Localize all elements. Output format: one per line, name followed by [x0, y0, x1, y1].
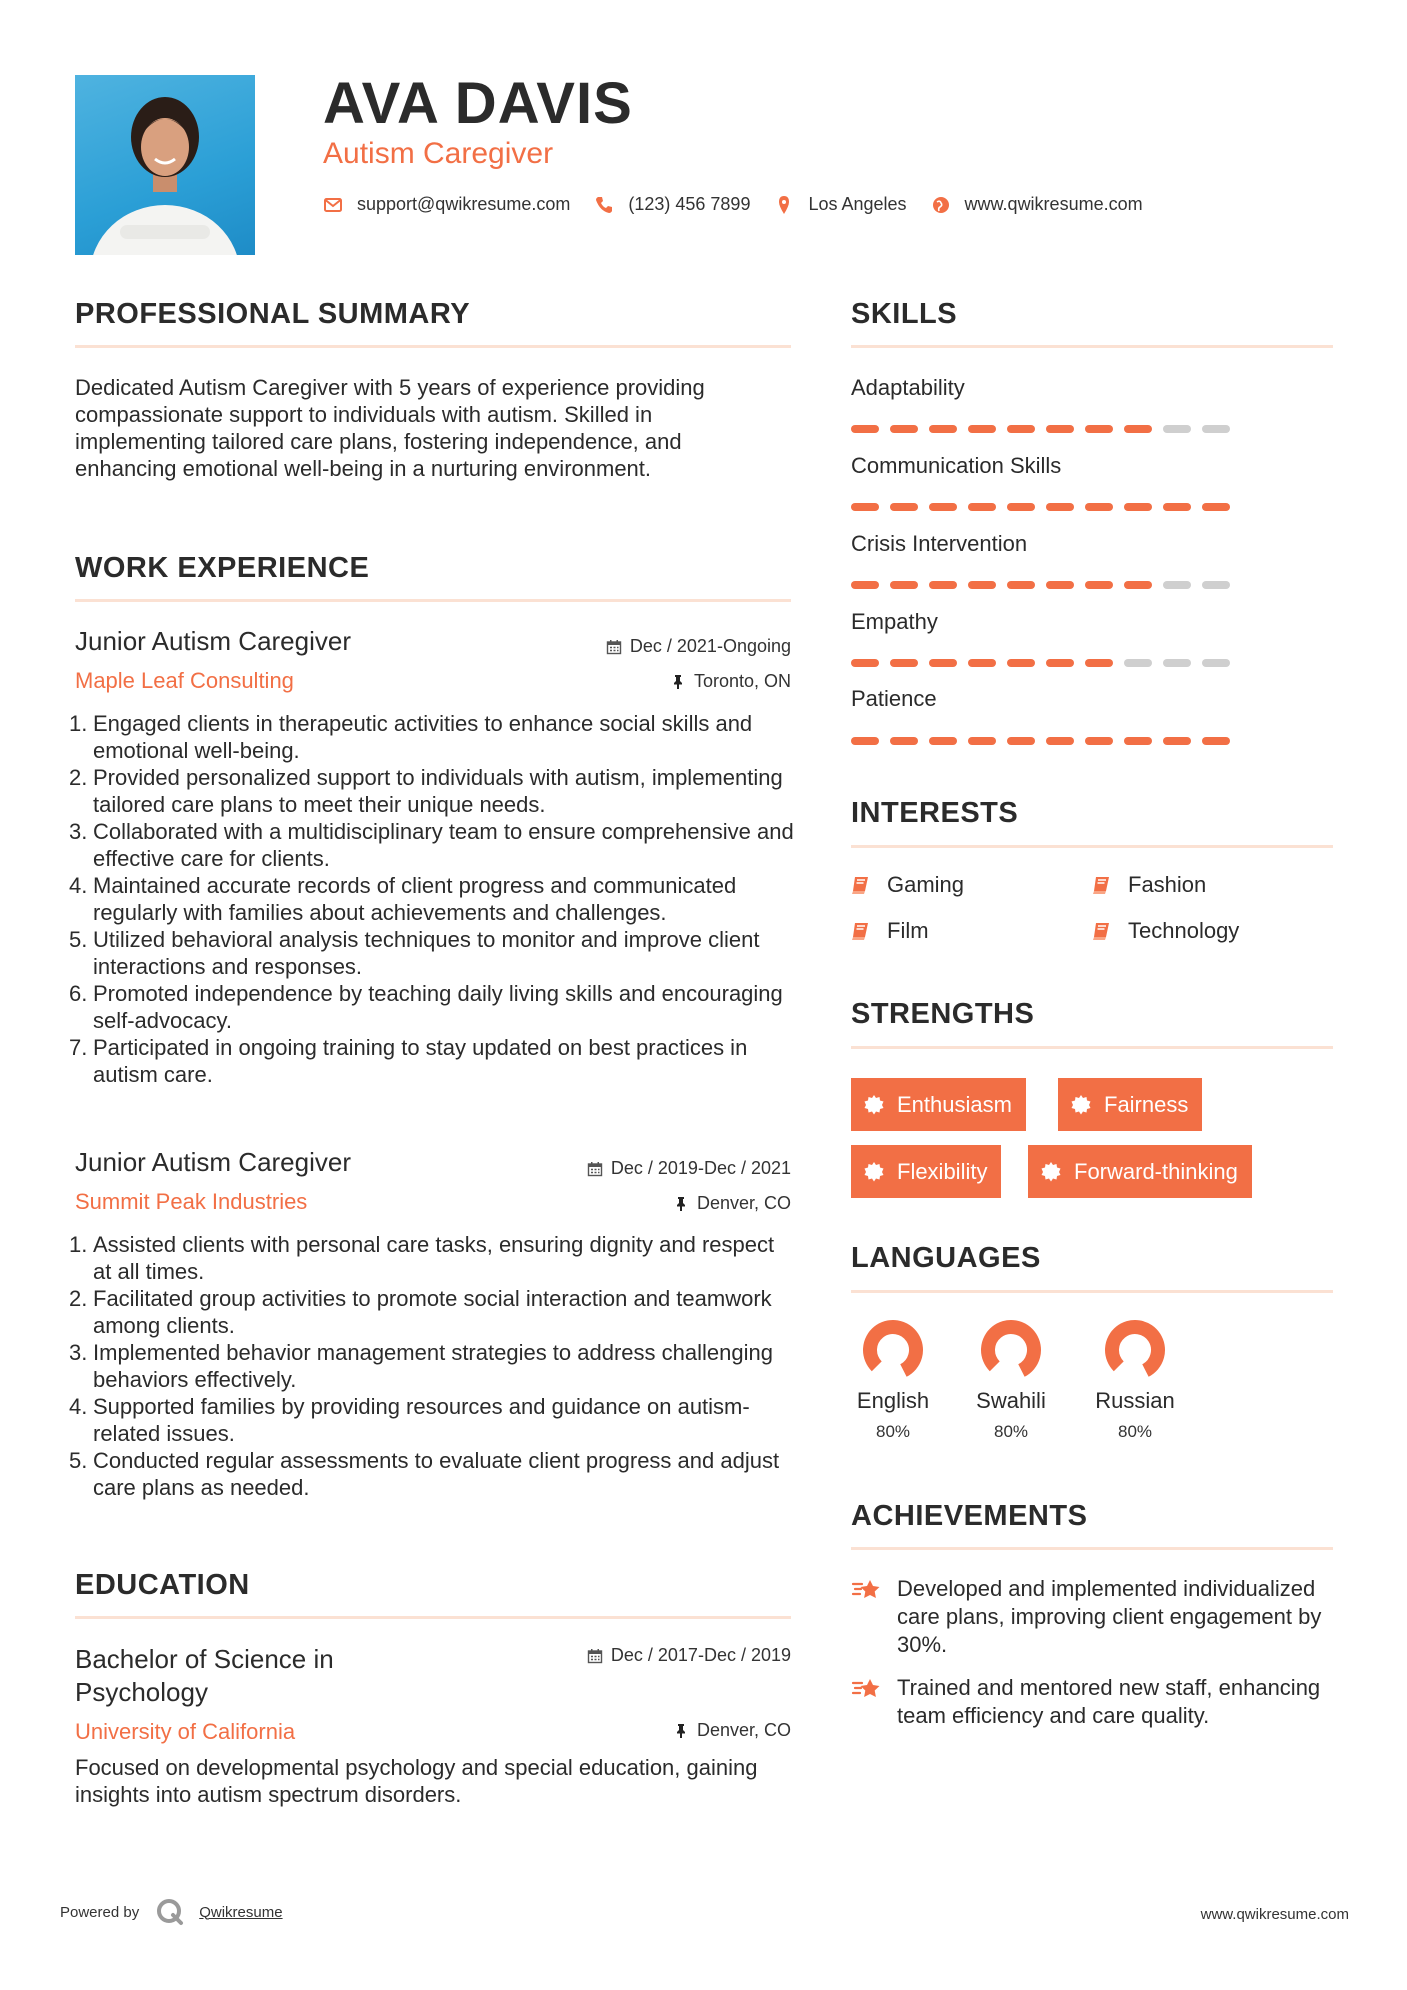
- skill-dash: [1007, 581, 1035, 589]
- calendar-icon: [587, 1161, 603, 1177]
- skill-dash: [1202, 425, 1230, 433]
- skill-dash: [1163, 659, 1191, 667]
- degree-title: Bachelor of Science in Psychology: [75, 1644, 334, 1707]
- skill-dash: [1163, 503, 1191, 511]
- language-name: Swahili: [976, 1388, 1046, 1413]
- skill-meter: [851, 659, 1241, 667]
- skill-name: Crisis Intervention: [851, 531, 1028, 556]
- skill-dash: [890, 737, 918, 745]
- skill-dash: [1163, 425, 1191, 433]
- education-location-text: Denver, CO: [696, 1720, 791, 1740]
- website-text: www.qwikresume.com: [964, 194, 1143, 214]
- job-bullets: [69, 1231, 795, 1501]
- education-location: [673, 1720, 791, 1741]
- skill-dash: [1202, 659, 1230, 667]
- skill-dash: [1007, 503, 1035, 511]
- phone-icon: [594, 195, 614, 215]
- languages-divider: [851, 1290, 1333, 1293]
- skill-dash: [1124, 737, 1152, 745]
- language-progress-ring: [1103, 1318, 1167, 1382]
- interest-item: Film: [851, 918, 929, 944]
- list-item: 1. Engaged clients in therapeutic activities to enhance social skills and emotional well-being.: [69, 711, 753, 763]
- achievement-text: Trained and mentored new staff, enhancing team efficiency and care quality.: [897, 1675, 1321, 1728]
- footer-powered-by: [60, 1897, 283, 1927]
- language-percent: 80%: [993, 1422, 1029, 1441]
- skill-dash: [929, 737, 957, 745]
- strengths-heading: STRENGTHS: [851, 998, 1035, 1030]
- skill-dash: [1085, 425, 1113, 433]
- language-item: [838, 1318, 948, 1442]
- achievement-item: [851, 1575, 1331, 1659]
- email-text: support@qwikresume.com: [357, 194, 571, 214]
- skill-dash: [851, 659, 879, 667]
- star-medal-icon: [851, 1674, 883, 1706]
- skill-dash: [1007, 425, 1035, 433]
- pushpin-icon: [673, 1723, 689, 1739]
- skill-dash: [851, 425, 879, 433]
- job-location-text: Toronto, ON: [693, 671, 791, 691]
- skill-dash: [1124, 659, 1152, 667]
- list-item: 3. Implemented behavior management strategies to address challenging behaviors effectively.: [69, 1340, 773, 1392]
- interest-item: Fashion: [1092, 872, 1206, 898]
- list-item: 4. Maintained accurate records of client progress and communicated regularly with families about achievements and challenges.: [69, 873, 737, 925]
- skill-name: Patience: [851, 686, 937, 711]
- skill-dash: [1124, 581, 1152, 589]
- skill-dash: [1046, 425, 1074, 433]
- skill-name: Empathy: [851, 609, 938, 634]
- sun-badge-icon: [863, 1161, 885, 1183]
- skill-name: Communication Skills: [851, 453, 1062, 478]
- contact-email[interactable]: [323, 194, 570, 215]
- list-item: 1. Assisted clients with personal care tasks, ensuring dignity and respect at all times.: [69, 1232, 775, 1284]
- pushpin-icon: [670, 674, 686, 690]
- skill-dash: [929, 659, 957, 667]
- achievements-heading: ACHIEVEMENTS: [851, 1500, 1088, 1532]
- skill-dash: [1202, 581, 1230, 589]
- location-text: Los Angeles: [808, 194, 907, 214]
- candidate-name: AVA DAVIS: [323, 71, 633, 136]
- footer-url[interactable]: www.qwikresume.com: [1200, 1906, 1349, 1923]
- skill-dash: [1085, 581, 1113, 589]
- skills-heading: SKILLS: [851, 298, 958, 330]
- skills-divider: [851, 345, 1333, 348]
- job-dates: [587, 1158, 791, 1179]
- education-divider: [75, 1616, 791, 1619]
- skill-dash: [1046, 581, 1074, 589]
- pushpin-icon: [673, 1196, 689, 1212]
- skill-dash: [890, 425, 918, 433]
- language-ring-fill: [1112, 1327, 1158, 1370]
- skill-dash: [1085, 737, 1113, 745]
- achievement-text: Developed and implemented individualized care plans, improving client engagement by 30%.: [897, 1576, 1322, 1657]
- powered-by-label: Powered by: [60, 1903, 140, 1921]
- list-item: 6. Promoted independence by teaching daily living skills and encouraging self-advocacy.: [69, 981, 783, 1033]
- skill-dash: [890, 581, 918, 589]
- job-location-text: Denver, CO: [696, 1193, 791, 1213]
- skill-dash: [1046, 659, 1074, 667]
- list-item: 2. Provided personalized support to individuals with autism, implementing tailored care plans to meet their unique needs.: [69, 765, 783, 817]
- language-name: English: [856, 1388, 930, 1413]
- list-item: 5. Conducted regular assessments to evaluate client progress and adjust care plans as needed.: [69, 1448, 780, 1500]
- book-icon: [851, 920, 873, 942]
- language-item: [956, 1318, 1066, 1442]
- list-item: 5. Utilized behavioral analysis techniques to monitor and improve client interactions and responses.: [69, 927, 760, 979]
- language-percent: 80%: [1117, 1422, 1153, 1441]
- education-dates: [587, 1645, 791, 1666]
- skill-dash: [968, 737, 996, 745]
- interests-divider: [851, 845, 1333, 848]
- job-company: Summit Peak Industries: [75, 1189, 308, 1214]
- skill-dash: [1085, 503, 1113, 511]
- language-name: Russian: [1095, 1388, 1175, 1413]
- skill-dash: [1046, 737, 1074, 745]
- job-title: Junior Autism Caregiver: [75, 626, 351, 656]
- skill-dash: [968, 503, 996, 511]
- skill-dash: [1163, 581, 1191, 589]
- skill-dash: [1007, 659, 1035, 667]
- achievements-divider: [851, 1547, 1333, 1550]
- languages-heading: LANGUAGES: [851, 1242, 1041, 1274]
- skill-dash: [1202, 503, 1230, 511]
- job-bullets: [69, 710, 795, 1088]
- school-name: University of California: [75, 1719, 296, 1744]
- skill-dash: [890, 659, 918, 667]
- summary-divider: [75, 345, 791, 348]
- strength-tag: Forward-thinking: [1028, 1145, 1252, 1198]
- skill-dash: [1124, 425, 1152, 433]
- skill-dash: [1046, 503, 1074, 511]
- summary-heading: PROFESSIONAL SUMMARY: [75, 298, 471, 330]
- profile-photo: [75, 75, 255, 255]
- skill-meter: [851, 737, 1241, 745]
- contact-website[interactable]: [931, 194, 1143, 215]
- job-location: [670, 671, 791, 692]
- list-item: 7. Participated in ongoing training to stay updated on best practices in autism care.: [69, 1035, 748, 1087]
- skill-dash: [1085, 659, 1113, 667]
- language-progress-ring: [979, 1318, 1043, 1382]
- candidate-role: Autism Caregiver: [323, 137, 554, 170]
- globe-icon: [931, 195, 951, 215]
- skill-dash: [1007, 737, 1035, 745]
- strengths-divider: [851, 1046, 1333, 1049]
- skill-dash: [968, 581, 996, 589]
- achievement-item: [851, 1674, 1331, 1730]
- contact-bar: [323, 194, 1167, 215]
- interest-item: Technology: [1092, 918, 1239, 944]
- list-item: 3. Collaborated with a multidisciplinary team to ensure comprehensive and effective care for clients.: [69, 819, 794, 871]
- skill-dash: [1163, 737, 1191, 745]
- skill-dash: [1202, 737, 1230, 745]
- job-location: [673, 1193, 791, 1214]
- skill-dash: [929, 581, 957, 589]
- qwikresume-logo-icon: [155, 1897, 185, 1927]
- experience-divider: [75, 599, 791, 602]
- skill-dash: [929, 503, 957, 511]
- language-ring-fill: [870, 1327, 916, 1370]
- summary-text: Dedicated Autism Caregiver with 5 years of experience providing compassionate support to individuals with autism. Skilled in implementing tailored care plans, fostering independence, and enhancing emotional well-being in a nurturing environment.: [75, 375, 705, 481]
- job-dates: [606, 636, 791, 657]
- skill-meter: [851, 425, 1241, 433]
- language-percent: 80%: [875, 1422, 911, 1441]
- phone-text: (123) 456 7899: [628, 194, 751, 214]
- book-icon: [1092, 920, 1114, 942]
- list-item: 4. Supported families by providing resources and guidance on autism-related issues.: [69, 1394, 750, 1446]
- job-dates-text: Dec / 2019-Dec / 2021: [610, 1158, 791, 1178]
- language-progress-ring: [861, 1318, 925, 1382]
- contact-phone[interactable]: [594, 194, 750, 215]
- education-heading: EDUCATION: [75, 1569, 250, 1601]
- list-item: 2. Facilitated group activities to promote social interaction and teamwork among clients.: [69, 1286, 772, 1338]
- education-dates-text: Dec / 2017-Dec / 2019: [610, 1645, 791, 1665]
- job-title: Junior Autism Caregiver: [75, 1147, 351, 1177]
- skill-dash: [968, 659, 996, 667]
- skill-dash: [890, 503, 918, 511]
- skill-dash: [929, 425, 957, 433]
- education-description: Focused on developmental psychology and special education, gaining insights into autism spectrum disorders.: [75, 1755, 758, 1807]
- calendar-icon: [587, 1648, 603, 1664]
- experience-heading: WORK EXPERIENCE: [75, 552, 370, 584]
- language-ring-fill: [988, 1327, 1034, 1370]
- sun-badge-icon: [1040, 1161, 1062, 1183]
- skill-meter: [851, 581, 1241, 589]
- star-medal-icon: [851, 1575, 883, 1607]
- book-icon: [1092, 874, 1114, 896]
- skill-name: Adaptability: [851, 375, 965, 400]
- strength-tag: Fairness: [1058, 1078, 1202, 1131]
- language-item: [1080, 1318, 1190, 1442]
- calendar-icon: [606, 639, 622, 655]
- job-dates-text: Dec / 2021-Ongoing: [629, 636, 791, 656]
- skill-dash: [1124, 503, 1152, 511]
- skill-meter: [851, 503, 1241, 511]
- skill-dash: [851, 737, 879, 745]
- interest-item: Gaming: [851, 872, 964, 898]
- book-icon: [851, 874, 873, 896]
- strength-tag: Enthusiasm: [851, 1078, 1026, 1131]
- skill-dash: [968, 425, 996, 433]
- sun-badge-icon: [863, 1094, 885, 1116]
- interests-heading: INTERESTS: [851, 797, 1019, 829]
- sun-badge-icon: [1070, 1094, 1092, 1116]
- map-pin-icon: [774, 195, 794, 215]
- skill-dash: [851, 581, 879, 589]
- brand-link[interactable]: Qwikresume: [199, 1903, 283, 1921]
- contact-location: [774, 194, 906, 215]
- skill-dash: [851, 503, 879, 511]
- job-company: Maple Leaf Consulting: [75, 668, 294, 693]
- strength-tag: Flexibility: [851, 1145, 1001, 1198]
- envelope-icon: [323, 195, 343, 215]
